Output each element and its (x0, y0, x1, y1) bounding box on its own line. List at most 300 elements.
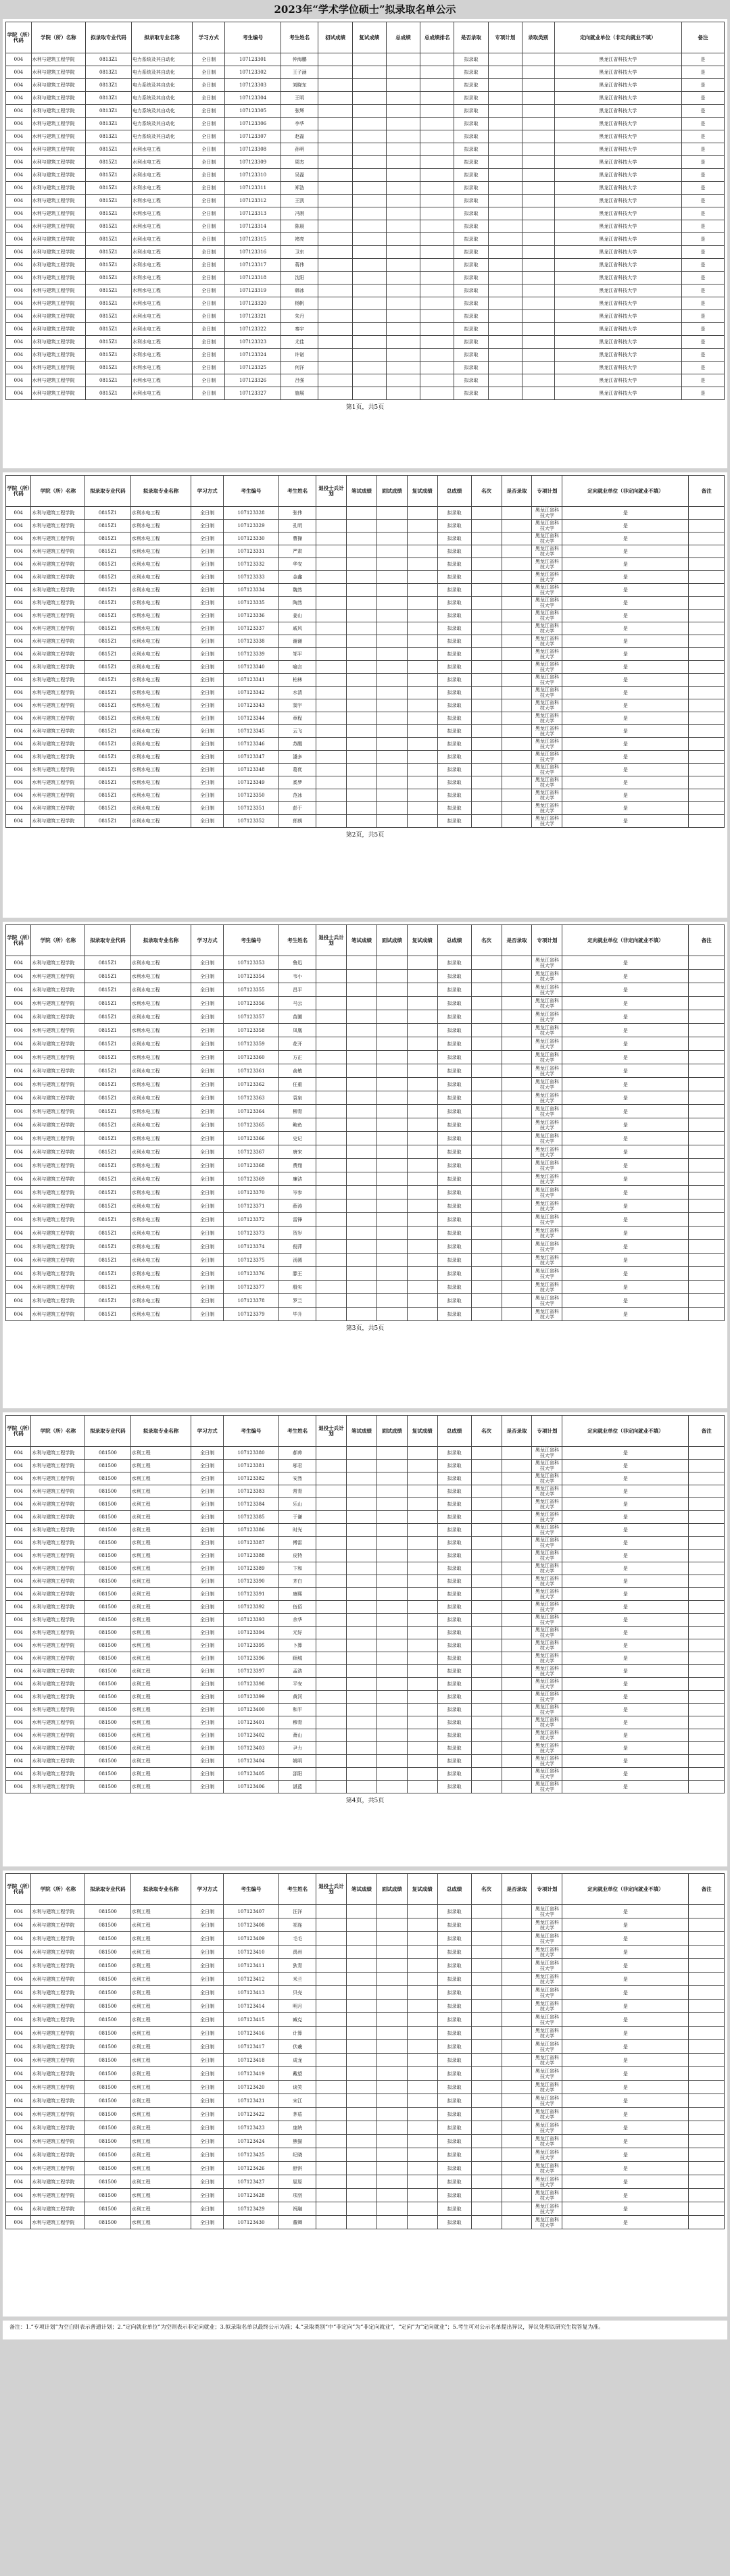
table-cell: 拟录取 (437, 1294, 471, 1308)
table-cell: 卜算 (279, 1639, 316, 1652)
table-cell (522, 272, 554, 284)
table-cell (471, 1729, 502, 1742)
table-cell: 水利与建筑工程学院 (31, 1716, 85, 1729)
table-cell: 水利与建筑工程学院 (31, 1498, 85, 1511)
table-cell: 水利与建筑工程学院 (31, 997, 85, 1010)
table-cell: 水利水电工程 (130, 1213, 191, 1227)
table-cell (316, 2040, 347, 2054)
table-cell: 黑龙江省科技大学 (554, 297, 681, 310)
table-cell: 黑龙江省科技大学 (532, 1537, 562, 1550)
table-cell (502, 1227, 532, 1240)
table-cell: 0815Z1 (85, 712, 130, 725)
table-cell: 拟录取 (437, 558, 471, 571)
table-cell: 葛优 (279, 764, 316, 776)
table-cell: 全日制 (193, 182, 225, 195)
table-cell: 沈阳 (281, 272, 318, 284)
table-row (6, 956, 725, 970)
table-cell (347, 1024, 377, 1037)
table-cell: 0815Z1 (86, 143, 132, 156)
table-cell: 全日制 (191, 1186, 223, 1199)
table-cell (352, 323, 386, 336)
table-cell (502, 699, 532, 712)
table-cell: 全日制 (191, 674, 223, 687)
table-cell: 081500 (85, 1781, 130, 1793)
table-cell: 魏然 (279, 584, 316, 597)
table-cell: 081500 (85, 1562, 130, 1575)
table-cell: 是 (562, 1447, 689, 1460)
table-cell: 004 (6, 1213, 31, 1227)
table-cell: 拟录取 (437, 1145, 471, 1159)
column-header: 拟录取专业代码 (86, 22, 132, 53)
table-cell: 107123424 (223, 2135, 278, 2148)
table-cell (471, 1742, 502, 1755)
table-cell (689, 1105, 725, 1118)
table-cell: 常青 (279, 1485, 316, 1498)
table-cell: 全日制 (193, 374, 225, 387)
table-cell (352, 130, 386, 143)
table-cell (407, 1254, 437, 1267)
table-cell: 是 (562, 983, 689, 997)
page-number: 第3页，共5页 (345, 1325, 385, 1332)
table-cell (376, 1460, 407, 1472)
table-cell: 全日制 (191, 1024, 223, 1037)
table-cell: 水利与建筑工程学院 (31, 1308, 85, 1321)
table-cell: 水利与建筑工程学院 (31, 764, 85, 776)
table-cell: 黑龙江省科技大学 (532, 1601, 562, 1614)
table-cell (376, 2148, 407, 2162)
table-cell: 004 (6, 1550, 31, 1562)
table-cell: 全日制 (193, 259, 225, 272)
table-cell (502, 661, 532, 674)
table-cell: 黑龙江省科技大学 (532, 1267, 562, 1281)
table-cell (407, 1105, 437, 1118)
table-cell: 黑龙江省科技大学 (532, 699, 562, 712)
table-cell (347, 789, 377, 802)
table-row (6, 545, 725, 558)
table-cell: 全日制 (191, 1145, 223, 1159)
table-cell: 水利工程 (130, 1932, 191, 1946)
table-cell: 107123427 (223, 2175, 278, 2189)
table-cell (376, 1051, 407, 1064)
table-cell (376, 610, 407, 622)
table-cell: 0815Z1 (86, 220, 132, 233)
table-cell (471, 2202, 502, 2216)
table-cell (471, 1755, 502, 1768)
table-cell: 0815Z1 (85, 956, 130, 970)
table-cell: 水利与建筑工程学院 (31, 362, 85, 374)
table-cell: 米兰 (279, 1973, 316, 1986)
table-cell (407, 983, 437, 997)
table-cell: 全日制 (191, 687, 223, 699)
table-cell: 水利水电工程 (130, 622, 191, 635)
table-cell (689, 1199, 725, 1213)
header-row (6, 1874, 725, 1905)
table-cell (407, 1986, 437, 2000)
table-cell (522, 233, 554, 246)
table-cell (347, 1511, 377, 1524)
table-cell: 张辉 (281, 105, 318, 118)
table-cell (376, 1768, 407, 1781)
table-cell: 拟录取 (437, 956, 471, 970)
table-cell: 黑龙江省科技大学 (532, 558, 562, 571)
table-cell: 全日制 (191, 1078, 223, 1091)
table-cell (502, 2081, 532, 2094)
table-cell (522, 336, 554, 349)
table-cell: 黑龙江省科技大学 (532, 1281, 562, 1294)
table-cell: 电力系统及其自动化 (131, 79, 192, 92)
table-cell (316, 1037, 347, 1051)
table-cell (502, 2000, 532, 2013)
table-cell (502, 1186, 532, 1199)
table-cell: 全日制 (191, 789, 223, 802)
table-cell: 004 (6, 1905, 31, 1918)
table-cell (502, 1716, 532, 1729)
table-cell: 彭于 (279, 802, 316, 815)
table-cell (407, 1511, 437, 1524)
table-cell: 081500 (85, 1691, 130, 1704)
table-cell: 081500 (85, 1485, 130, 1498)
column-header: 学院（所）名称 (31, 1874, 85, 1905)
table-cell: 水利与建筑工程学院 (31, 2108, 85, 2121)
table-cell: 拟录取 (437, 1511, 471, 1524)
table-cell: 拟录取 (437, 1132, 471, 1145)
table-cell (316, 1091, 347, 1105)
table-cell: 107123342 (223, 687, 278, 699)
table-cell: 拟录取 (437, 1601, 471, 1614)
table-cell: 0815Z1 (85, 610, 130, 622)
table-cell: 107123408 (223, 1918, 278, 1932)
table-cell: 004 (6, 1281, 31, 1294)
table-cell: 004 (6, 1227, 31, 1240)
table-cell (522, 246, 554, 259)
table-cell: 水利与建筑工程学院 (31, 1213, 85, 1227)
table-cell (318, 349, 352, 362)
table-cell: 水利与建筑工程学院 (31, 1742, 85, 1755)
table-cell: 拟录取 (437, 983, 471, 997)
table-cell: 拟录取 (437, 1627, 471, 1639)
table-cell: 水利水电工程 (131, 310, 192, 323)
table-cell (689, 545, 725, 558)
table-cell (376, 2189, 407, 2202)
table-cell (347, 1986, 377, 2000)
table-cell: 施展 (281, 387, 318, 400)
table-cell: 孟浩 (279, 1665, 316, 1678)
table-cell (352, 182, 386, 195)
table-cell (386, 169, 420, 182)
table-cell (376, 1132, 407, 1145)
table-cell: 0813Z1 (86, 118, 132, 130)
table-cell: 0815Z1 (85, 997, 130, 1010)
table-cell: 乐山 (279, 1498, 316, 1511)
table-cell: 水利工程 (130, 2040, 191, 2054)
table-cell (407, 520, 437, 532)
table-cell (407, 622, 437, 635)
table-cell: 107123338 (223, 635, 278, 648)
table-cell: 柳青 (279, 1105, 316, 1118)
table-cell: 004 (6, 1240, 31, 1254)
table-cell: 水利工程 (130, 1614, 191, 1627)
table-cell (347, 1562, 377, 1575)
table-cell: 水利与建筑工程学院 (31, 1652, 85, 1665)
table-cell: 107123383 (223, 1485, 278, 1498)
table-cell: 004 (6, 802, 31, 815)
table-cell (407, 2148, 437, 2162)
table-cell: 拟录取 (437, 571, 471, 584)
table-cell (502, 983, 532, 997)
table-cell (386, 297, 420, 310)
table-cell (689, 712, 725, 725)
table-cell (347, 648, 377, 661)
table-cell: 全日制 (191, 1601, 223, 1614)
table-cell: 全日制 (191, 648, 223, 661)
table-cell: 全日制 (191, 1973, 223, 1986)
table-cell: 水利与建筑工程学院 (31, 1267, 85, 1281)
table-cell (471, 1562, 502, 1575)
table-cell (689, 2121, 725, 2135)
table-cell (376, 597, 407, 610)
table-cell: 是 (562, 1524, 689, 1537)
table-cell: 全日制 (191, 1460, 223, 1472)
table-cell: 107123317 (225, 259, 281, 272)
table-cell: 107123373 (223, 1227, 278, 1240)
table-cell: 全日制 (191, 1562, 223, 1575)
table-cell (522, 259, 554, 272)
table-cell: 全日制 (191, 997, 223, 1010)
column-header: 名次 (471, 1874, 502, 1905)
table-cell: 全日制 (191, 1932, 223, 1946)
table-cell: 拟录取 (437, 1064, 471, 1078)
table-cell (689, 699, 725, 712)
table-cell: 水利工程 (130, 2013, 191, 2027)
table-cell: 107123393 (223, 1614, 278, 1627)
table-cell: 107123367 (223, 1145, 278, 1159)
table-cell (471, 571, 502, 584)
table-cell: 004 (6, 1308, 31, 1321)
table-cell: 是 (562, 1665, 689, 1678)
table-cell (471, 2081, 502, 2094)
column-header: 备注 (689, 925, 725, 956)
table-cell (376, 1742, 407, 1755)
table-cell: 黑龙江省科技大学 (532, 584, 562, 597)
table-cell (316, 751, 347, 764)
table-cell: 是 (562, 610, 689, 622)
table-cell: 王凯 (281, 195, 318, 207)
table-cell: 水利工程 (130, 2202, 191, 2216)
table-cell: 水利工程 (130, 1905, 191, 1918)
table-cell (502, 1472, 532, 1485)
table-cell: 107123333 (223, 571, 278, 584)
table-cell (316, 1159, 347, 1172)
table-cell (352, 195, 386, 207)
table-cell: 004 (6, 1755, 31, 1768)
table-cell: 屈原 (279, 2175, 316, 2189)
table-row (6, 272, 725, 284)
table-cell (316, 1755, 347, 1768)
table-cell: 水利与建筑工程学院 (31, 699, 85, 712)
table-cell: 黑龙江省科技大学 (532, 2216, 562, 2229)
table-cell: 全日制 (191, 1614, 223, 1627)
table-cell: 郑浩 (281, 182, 318, 195)
table-cell (689, 2081, 725, 2094)
table-cell: 0815Z1 (85, 507, 130, 520)
table-cell: 唐宋 (279, 1145, 316, 1159)
table-cell (347, 1704, 377, 1716)
table-cell (471, 1172, 502, 1186)
table-cell: 拟录取 (437, 2054, 471, 2067)
table-cell (488, 336, 522, 349)
table-cell: 004 (6, 1768, 31, 1781)
table-cell: 004 (6, 246, 32, 259)
table-cell (689, 970, 725, 983)
table-cell: 是 (562, 2094, 689, 2108)
column-header: 专项计划 (532, 1874, 562, 1905)
table-cell: 孙明 (281, 143, 318, 156)
table-cell (347, 1550, 377, 1562)
table-cell: 全日制 (191, 1665, 223, 1678)
table-cell: 水利与建筑工程学院 (31, 1159, 85, 1172)
table-cell (471, 1986, 502, 2000)
table-cell (347, 956, 377, 970)
table-cell: 水利与建筑工程学院 (31, 1537, 85, 1550)
table-cell (471, 1091, 502, 1105)
table-cell (502, 764, 532, 776)
table-cell (689, 1078, 725, 1091)
table-cell: 水利工程 (130, 2148, 191, 2162)
table-cell (502, 776, 532, 789)
table-cell (376, 2067, 407, 2081)
table-cell: 黑龙江省科技大学 (532, 997, 562, 1010)
table-cell: 全日制 (191, 1447, 223, 1460)
table-cell: 黑龙江省科技大学 (532, 815, 562, 828)
table-cell: 004 (6, 1199, 31, 1213)
table-cell: 081500 (85, 1627, 130, 1639)
table-row (6, 1959, 725, 1973)
table-cell: 0815Z1 (86, 310, 132, 323)
table-cell (407, 532, 437, 545)
table-cell: 107123363 (223, 1091, 278, 1105)
table-cell (407, 2040, 437, 2054)
table-cell: 冯刚 (281, 207, 318, 220)
column-header: 专项计划 (532, 925, 562, 956)
table-cell: 是 (682, 156, 725, 169)
table-cell (316, 1118, 347, 1132)
table-cell (471, 1768, 502, 1781)
table-cell (316, 1639, 347, 1652)
table-cell: 全日制 (191, 597, 223, 610)
table-cell (347, 1614, 377, 1627)
table-cell (347, 2054, 377, 2067)
table-cell (689, 2013, 725, 2027)
table-cell: 是 (562, 1716, 689, 1729)
table-cell (689, 1755, 725, 1768)
table-cell: 水利工程 (130, 1946, 191, 1959)
table-cell (522, 53, 554, 66)
table-cell: 水利与建筑工程学院 (31, 2189, 85, 2202)
table-cell: 0815Z1 (86, 272, 132, 284)
table-cell (407, 699, 437, 712)
table-row (6, 1537, 725, 1550)
table-cell (376, 1010, 407, 1024)
table-cell: 107123418 (223, 2054, 278, 2067)
table-cell (471, 532, 502, 545)
table-cell (689, 1091, 725, 1105)
table-cell: 107123344 (223, 712, 278, 725)
table-cell: 蒋伟 (281, 259, 318, 272)
table-cell: 拟录取 (454, 156, 488, 169)
table-cell (502, 1037, 532, 1051)
column-header: 总成绩 (437, 925, 471, 956)
table-cell: 拟录取 (437, 789, 471, 802)
table-cell: 全日制 (193, 105, 225, 118)
table-cell (689, 776, 725, 789)
table-cell: 107123345 (223, 725, 278, 738)
table-cell: 余华 (279, 1614, 316, 1627)
table-cell (488, 66, 522, 79)
table-cell (471, 2162, 502, 2175)
table-cell: 全日制 (191, 1959, 223, 1973)
table-cell: 是 (562, 1159, 689, 1172)
table-cell: 是 (562, 635, 689, 648)
table-cell: 是 (682, 387, 725, 400)
table-cell (502, 545, 532, 558)
table-cell: 水利水电工程 (131, 233, 192, 246)
table-cell: 拟录取 (437, 2162, 471, 2175)
table-row (6, 2094, 725, 2108)
table-cell (420, 284, 454, 297)
table-cell: 全日制 (191, 661, 223, 674)
header-row (6, 22, 725, 53)
table-cell (689, 2108, 725, 2121)
table-cell (502, 1105, 532, 1118)
table-row (6, 815, 725, 828)
table-cell: 004 (6, 2175, 31, 2189)
table-cell: 陶然 (279, 597, 316, 610)
page-number: 第2页，共5页 (345, 832, 385, 839)
table-cell (407, 1601, 437, 1614)
table-cell: 全日制 (191, 1037, 223, 1051)
table-cell: 004 (6, 1665, 31, 1678)
table-cell: 是 (682, 374, 725, 387)
table-cell: 水利与建筑工程学院 (31, 956, 85, 970)
table-cell (689, 597, 725, 610)
table-cell (689, 1575, 725, 1588)
table-cell (407, 1665, 437, 1678)
table-cell: 004 (6, 2094, 31, 2108)
table-cell: 电力系统及其自动化 (131, 53, 192, 66)
column-header: 总成绩 (437, 1874, 471, 1905)
table-cell: 水利水电工程 (130, 1132, 191, 1145)
table-cell (407, 571, 437, 584)
table-cell (347, 764, 377, 776)
table-cell: 郎朗 (279, 815, 316, 828)
table-cell: 拟录取 (437, 1447, 471, 1460)
table-cell: 是 (562, 1781, 689, 1793)
table-cell (347, 738, 377, 751)
column-header: 面试成绩 (376, 1416, 407, 1447)
table-cell (502, 622, 532, 635)
table-cell (316, 1308, 347, 1321)
table-cell: 史记 (279, 1132, 316, 1145)
table-cell (316, 712, 347, 725)
table-cell (347, 1932, 377, 1946)
table-row (6, 648, 725, 661)
table-cell (471, 2148, 502, 2162)
table-cell (502, 1051, 532, 1064)
table-cell: 拟录取 (437, 520, 471, 532)
table-cell (347, 1281, 377, 1294)
table-cell (407, 2175, 437, 2189)
table-row (6, 712, 725, 725)
